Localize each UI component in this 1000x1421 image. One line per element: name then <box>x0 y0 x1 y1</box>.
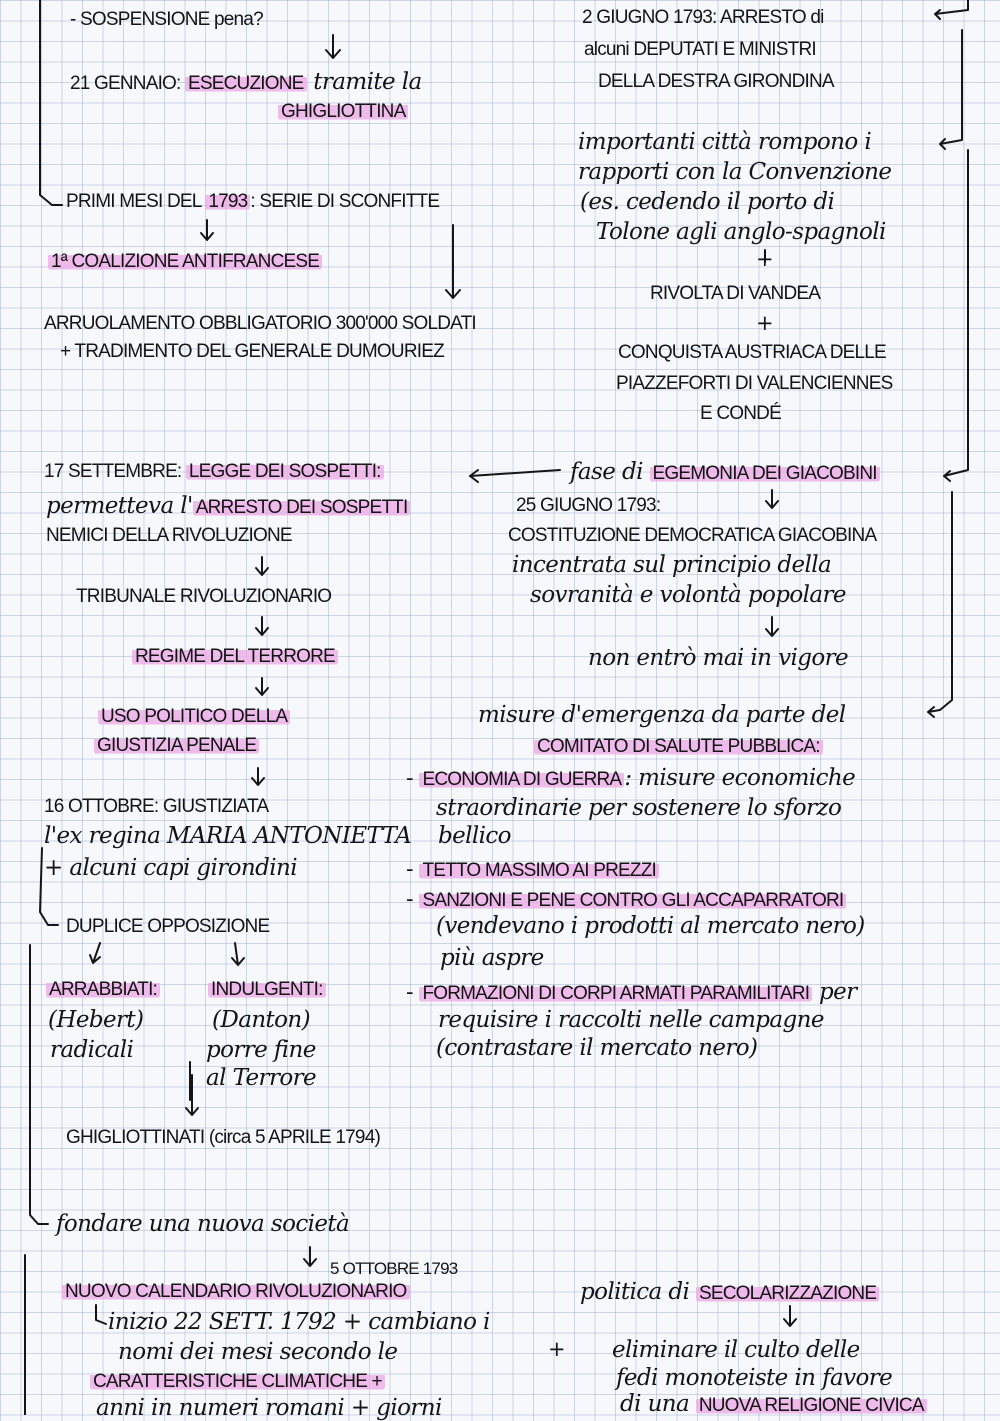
primi-mesi-line <box>66 192 439 213</box>
arrabbiati-line <box>46 980 160 1001</box>
sospensione-text: - SOSPENSIONE pena? <box>70 9 263 30</box>
misure-text: misure d'emergenza da parte del <box>478 702 846 728</box>
giugno-arresto-text: 2 GIUGNO 1793: ARRESTO di <box>582 7 824 28</box>
politica-di-label: politica di <box>580 1279 696 1305</box>
dash-2: - <box>406 857 420 881</box>
politica-line <box>580 1280 879 1305</box>
settembre-line <box>44 462 384 483</box>
vandea-text: RIVOLTA DI VANDEA <box>650 283 821 304</box>
caratteristiche-line <box>90 1372 385 1393</box>
comitato-line <box>534 737 823 758</box>
citta-line-2: rapporti con la Convenzione <box>578 159 892 185</box>
nuova-religione-line <box>620 1392 927 1417</box>
arrow-fase-to-giugno <box>766 490 778 508</box>
hook-inizio <box>96 1305 106 1324</box>
danton-text: (Danton) <box>212 1007 311 1033</box>
regina-text: l'ex regina MARIA ANTONIETTA <box>44 823 412 849</box>
indulgenti-line <box>208 980 326 1001</box>
sanzioni-line <box>406 888 846 912</box>
primi-mesi-year: 1793 <box>205 191 250 212</box>
capi-text: + alcuni capi girondini <box>44 855 297 881</box>
inizio-text: inizio 22 SETT. 1792 + cambiano i <box>108 1309 490 1335</box>
arrow-to-tribunale <box>256 557 268 575</box>
eliminare-text: eliminare il culto delle <box>612 1337 860 1363</box>
duplice-text: DUPLICE OPPOSIZIONE <box>66 916 270 937</box>
plus-2: + <box>756 311 774 335</box>
ottobre-text: 16 OTTOBRE: GIUSTIZIATA <box>44 796 269 817</box>
arrow-arruolamento <box>446 225 460 298</box>
gennaio-date: 21 GENNAIO: <box>70 73 185 94</box>
economia-line <box>406 766 855 791</box>
al-terrore-text: al Terrore <box>206 1065 316 1091</box>
dash-3: - <box>406 887 420 911</box>
arrow-indulgenti <box>232 943 244 965</box>
right-bracket-long <box>944 150 968 481</box>
nemici-text: NEMICI DELLA RIVOLUZIONE <box>46 525 292 546</box>
arrow-to-uso <box>256 678 268 695</box>
left-bracket-top <box>40 0 62 205</box>
regime-line <box>132 647 338 668</box>
arrow-to-calendario <box>304 1247 316 1266</box>
ghigliottinati-text: GHIGLIOTTINATI (circa 5 APRILE 1794) <box>66 1127 380 1148</box>
arrow-primi-mesi <box>201 220 213 240</box>
formazioni-highlight: FORMAZIONI DI CORPI ARMATI PARAMILITARI <box>419 983 812 1004</box>
right-bracket-top <box>935 0 968 19</box>
misure-economiche: : misure economiche <box>624 765 856 791</box>
arrabbiati-highlight: ARRABBIATI: <box>46 979 160 1000</box>
dash-1: - <box>406 766 420 790</box>
tradimento-text: + TRADIMENTO DEL GENERALE DUMOURIEZ <box>60 341 444 362</box>
citta-line-3: (es. cedendo il porto di <box>580 189 835 215</box>
piazzeforti-text: PIAZZEFORTI DI VALENCIENNES <box>616 373 893 394</box>
tetto-highlight: TETTO MASSIMO AI PREZZI <box>419 860 659 881</box>
ottobre-1793-text: 5 OTTOBRE 1793 <box>330 1259 458 1278</box>
arresto-sospetti-highlight: ARRESTO DEI SOSPETTI <box>193 497 411 518</box>
uso-politico-highlight: USO POLITICO DELLA <box>98 706 290 727</box>
arrow-to-ottobre <box>252 768 264 785</box>
tetto-line <box>406 858 659 882</box>
fondare-text: fondare una nuova società <box>56 1211 350 1237</box>
permetteva-line <box>46 494 410 519</box>
anni-text: anni in numeri romani + giorni <box>96 1395 442 1421</box>
calendario-line <box>62 1282 410 1303</box>
right-bracket-mid <box>940 30 962 149</box>
nomi-mesi-text: nomi dei mesi secondo le <box>118 1339 398 1365</box>
straordinarie-text: straordinarie per sostenere lo sforzo <box>436 795 842 821</box>
legge-sospetti-highlight: LEGGE DEI SOSPETTI: <box>186 461 384 482</box>
coalizione-line <box>48 252 322 273</box>
arrow-to-non-entro <box>766 617 778 636</box>
giugno25-text: 25 GIUGNO 1793: <box>516 495 661 516</box>
arrow-to-eliminare <box>784 1306 796 1326</box>
radicali-text: radicali <box>50 1037 134 1063</box>
giustizia-highlight: GIUSTIZIA PENALE <box>94 735 259 756</box>
comitato-highlight: COMITATO DI SALUTE PUBBLICA: <box>534 736 823 757</box>
primi-mesi-label: PRIMI MESI DEL <box>66 191 206 212</box>
costituzione-text: COSTITUZIONE DEMOCRATICA GIACOBINA <box>508 525 877 546</box>
indulgenti-highlight: INDULGENTI: <box>208 979 326 1000</box>
citta-line-4: Tolone agli anglo-spagnoli <box>596 219 886 245</box>
plus-mid: + <box>548 1337 566 1361</box>
porre-fine-text: porre fine <box>206 1037 316 1063</box>
vendevano-text: (vendevano i prodotti al mercato nero) <box>436 913 865 939</box>
tribunale-text: TRIBUNALE RIVOLUZIONARIO <box>76 586 332 607</box>
uso-line <box>98 707 290 728</box>
coalizione-highlight: 1ª COALIZIONE ANTIFRANCESE <box>48 251 322 272</box>
hebert-text: (Hebert) <box>48 1007 144 1033</box>
secolarizzazione-highlight: SECOLARIZZAZIONE <box>696 1283 879 1304</box>
arruolamento-text: ARRUOLAMENTO OBBLIGATORIO 300'000 SOLDATI <box>44 313 476 334</box>
formazioni-line <box>406 980 857 1005</box>
dash-4: - <box>406 980 420 1004</box>
per-label: per <box>812 979 857 1005</box>
arrow-sospensione <box>326 35 340 58</box>
contrastare-text: (contrastare il mercato nero) <box>436 1035 758 1061</box>
sanzioni-highlight: SANZIONI E PENE CONTRO GLI ACCAPARRATORI <box>419 890 846 911</box>
plus-1: + <box>756 247 774 271</box>
bellico-text: bellico <box>438 823 511 849</box>
fase-di-label: fase di <box>570 459 650 485</box>
tramite-la: tramite la <box>306 69 422 95</box>
permetteva-label: permetteva l' <box>46 493 193 519</box>
citta-line-1: importanti città rompono i <box>578 129 872 155</box>
egemonia-highlight: EGEMONIA DEI GIACOBINI <box>650 463 880 484</box>
ghigliottina-line <box>278 102 408 123</box>
settembre-date: 17 SETTEMBRE: <box>44 461 186 482</box>
di-una-label: di una <box>620 1391 696 1417</box>
line-to-ghigliottinati <box>186 1062 198 1115</box>
alcuni-deputati-text: alcuni DEPUTATI E MINISTRI <box>584 39 816 60</box>
destra-girondina-text: DELLA DESTRA GIRONDINA <box>598 71 834 92</box>
fedi-text: fedi monoteiste in favore <box>616 1365 893 1391</box>
economia-highlight: ECONOMIA DI GUERRA <box>419 769 624 790</box>
gennaio-line <box>70 70 422 95</box>
sovranita-text: sovranità e volontà popolare <box>530 582 846 608</box>
ghigliottina-highlight: GHIGLIOTTINA <box>278 101 408 122</box>
arrow-arrabbiati <box>90 943 100 963</box>
arrow-to-regime <box>256 617 268 635</box>
esecuzione-highlight: ESECUZIONE <box>185 73 307 94</box>
fase-line <box>570 460 880 485</box>
religione-civica-highlight: NUOVA RELIGIONE CIVICA <box>696 1395 927 1416</box>
arrow-fase-to-settembre <box>470 470 560 482</box>
incentrata-text: incentrata sul principio della <box>512 552 832 578</box>
regime-highlight: REGIME DEL TERRORE <box>132 646 338 667</box>
conde-text: E CONDÉ <box>700 403 781 424</box>
caratteristiche-highlight: CARATTERISTICHE CLIMATICHE + <box>90 1371 385 1392</box>
requisire-text: requisire i raccolti nelle campagne <box>438 1007 824 1033</box>
sconfitte-label: : SERIE DI SCONFITTE <box>250 191 440 212</box>
right-bracket-misure <box>928 492 952 717</box>
calendario-highlight: NUOVO CALENDARIO RIVOLUZIONARIO <box>62 1281 410 1302</box>
piu-aspre-text: più aspre <box>440 945 544 971</box>
conquista-text: CONQUISTA AUSTRIACA DELLE <box>618 342 886 363</box>
giustizia-line <box>94 736 259 757</box>
non-entro-text: non entrò mai in vigore <box>588 645 848 671</box>
